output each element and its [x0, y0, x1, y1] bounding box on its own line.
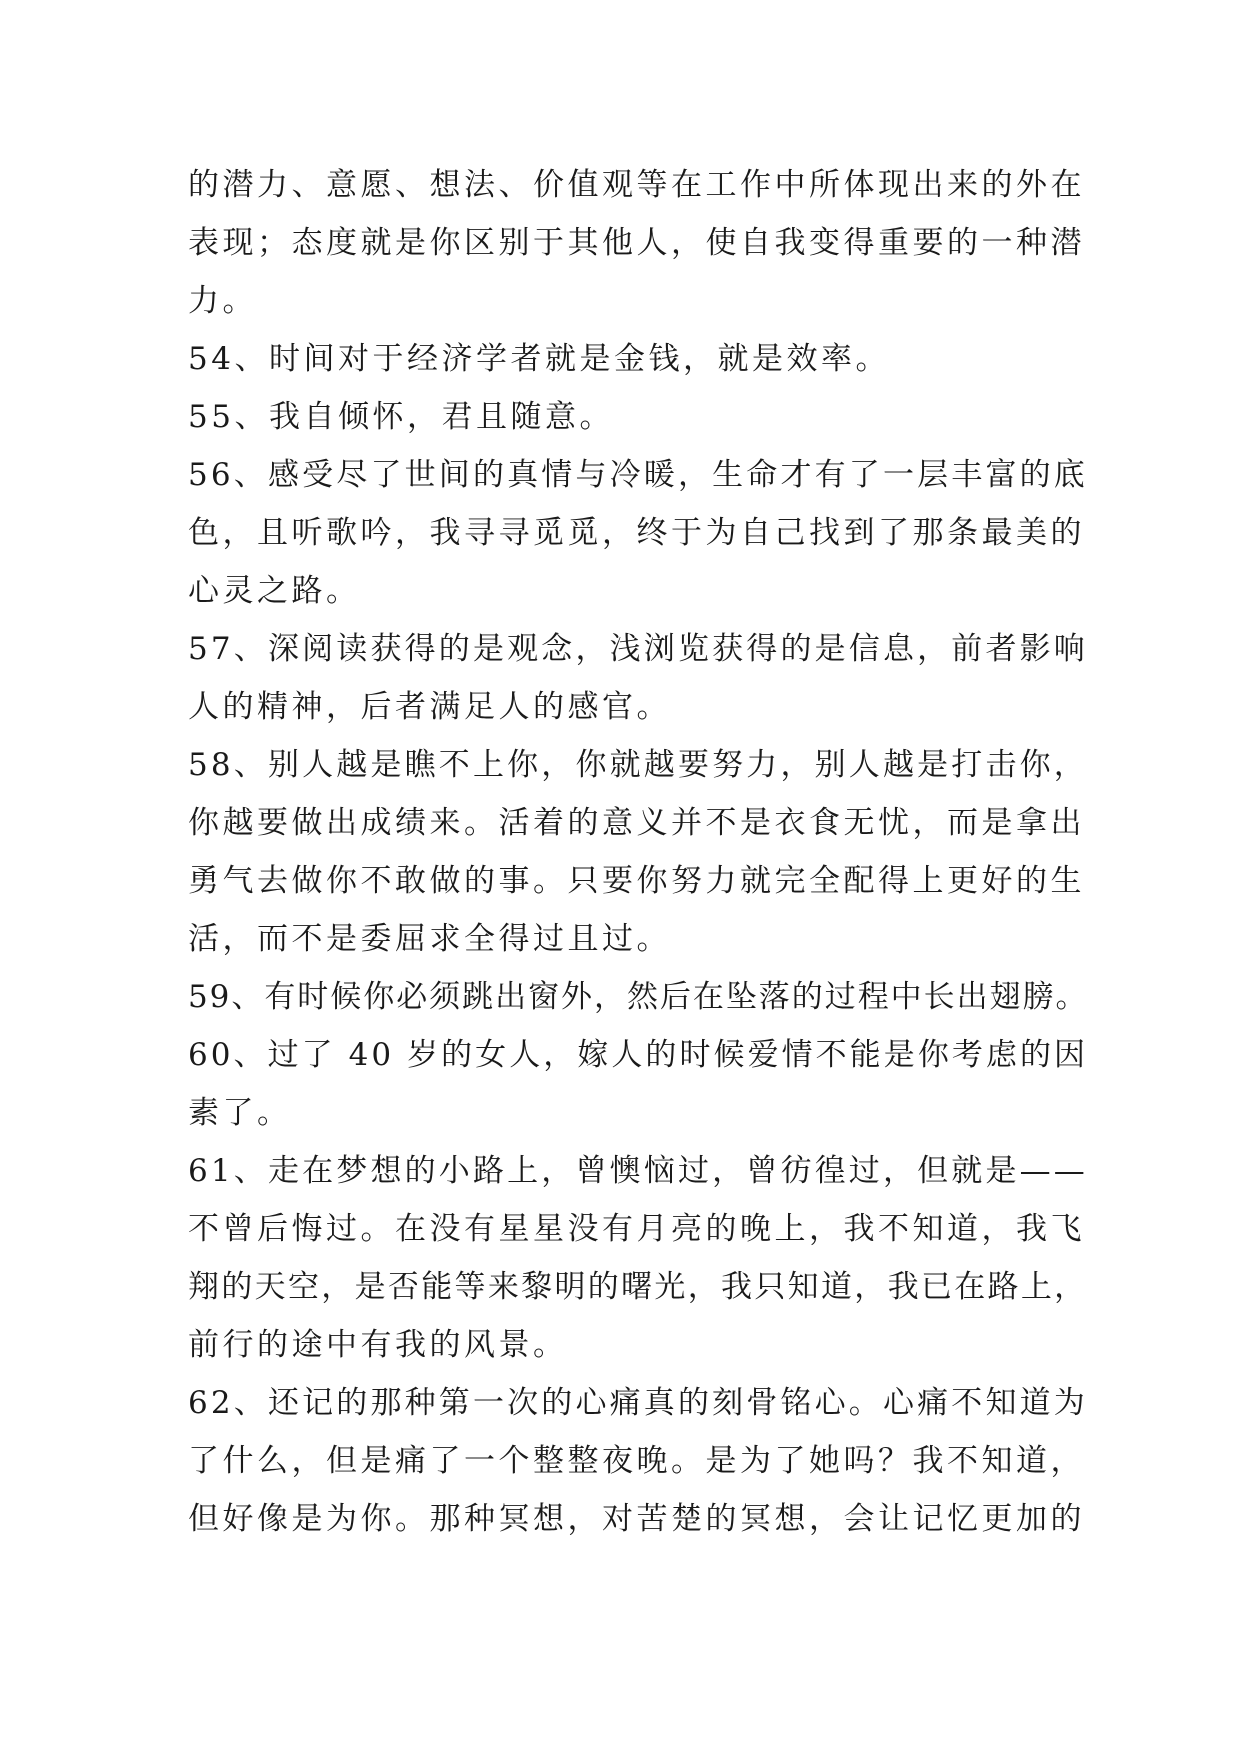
paragraph	[188, 968, 1088, 1026]
paragraph	[188, 1026, 1088, 1142]
text-line: 活，而不是委屈求全得过且过。	[188, 921, 671, 957]
text-line: 但好像是为你。那种冥想，对苦楚的冥想，会让记忆更加的	[188, 1501, 1085, 1537]
document-body	[188, 156, 1088, 1548]
text-line: 59、有时候你必须跳出窗外，然后在坠落的过程中长出翅膀。	[188, 979, 1089, 1015]
paragraph	[188, 1374, 1088, 1548]
text-line: 54、时间对于经济学者就是金钱，就是效率。	[188, 341, 890, 377]
paragraph	[188, 446, 1088, 620]
text-line: 勇气去做你不敢做的事。只要你努力就完全配得上更好的生	[188, 863, 1085, 899]
text-line: 你越要做出成绩来。活着的意义并不是衣食无忧，而是拿出	[188, 805, 1085, 841]
text-line: 人的精神，后者满足人的感官。	[188, 689, 671, 725]
text-line: 55、我自倾怀，君且随意。	[188, 399, 614, 435]
text-line: 翔的天空，是否能等来黎明的曙光，我只知道，我已在路上，	[188, 1269, 1088, 1305]
text-line: 的潜力、意愿、想法、价值观等在工作中所体现出来的外在	[188, 167, 1085, 203]
text-line: 58、别人越是瞧不上你，你就越要努力，别人越是打击你，	[188, 747, 1088, 783]
text-line: 不曾后悔过。在没有星星没有月亮的晚上，我不知道，我飞	[188, 1211, 1085, 1247]
text-line: 了什么，但是痛了一个整整夜晚。是为了她吗？我不知道，	[188, 1443, 1085, 1479]
text-line: 力。	[188, 283, 257, 319]
text-line: 色，且听歌吟，我寻寻觅觅，终于为自己找到了那条最美的	[188, 515, 1085, 551]
text-line: 57、深阅读获得的是观念，浅浏览获得的是信息，前者影响	[188, 631, 1088, 667]
text-line: 56、感受尽了世间的真情与冷暖，生命才有了一层丰富的底	[188, 457, 1088, 493]
text-line: 素了。	[188, 1095, 292, 1131]
paragraph	[188, 736, 1088, 968]
text-line: 心灵之路。	[188, 573, 361, 609]
paragraph	[188, 620, 1088, 736]
paragraph	[188, 1142, 1088, 1374]
paragraph	[188, 156, 1088, 330]
paragraph	[188, 330, 1088, 388]
text-line: 表现；态度就是你区别于其他人，使自我变得重要的一种潜	[188, 225, 1085, 261]
text-line: 62、还记的那种第一次的心痛真的刻骨铭心。心痛不知道为	[188, 1385, 1088, 1421]
text-line: 60、过了 40 岁的女人，嫁人的时候爱情不能是你考虑的因	[188, 1037, 1089, 1073]
text-line: 61、走在梦想的小路上，曾懊恼过，曾彷徨过，但就是——	[188, 1153, 1088, 1189]
text-line: 前行的途中有我的风景。	[188, 1327, 568, 1363]
paragraph	[188, 388, 1088, 446]
